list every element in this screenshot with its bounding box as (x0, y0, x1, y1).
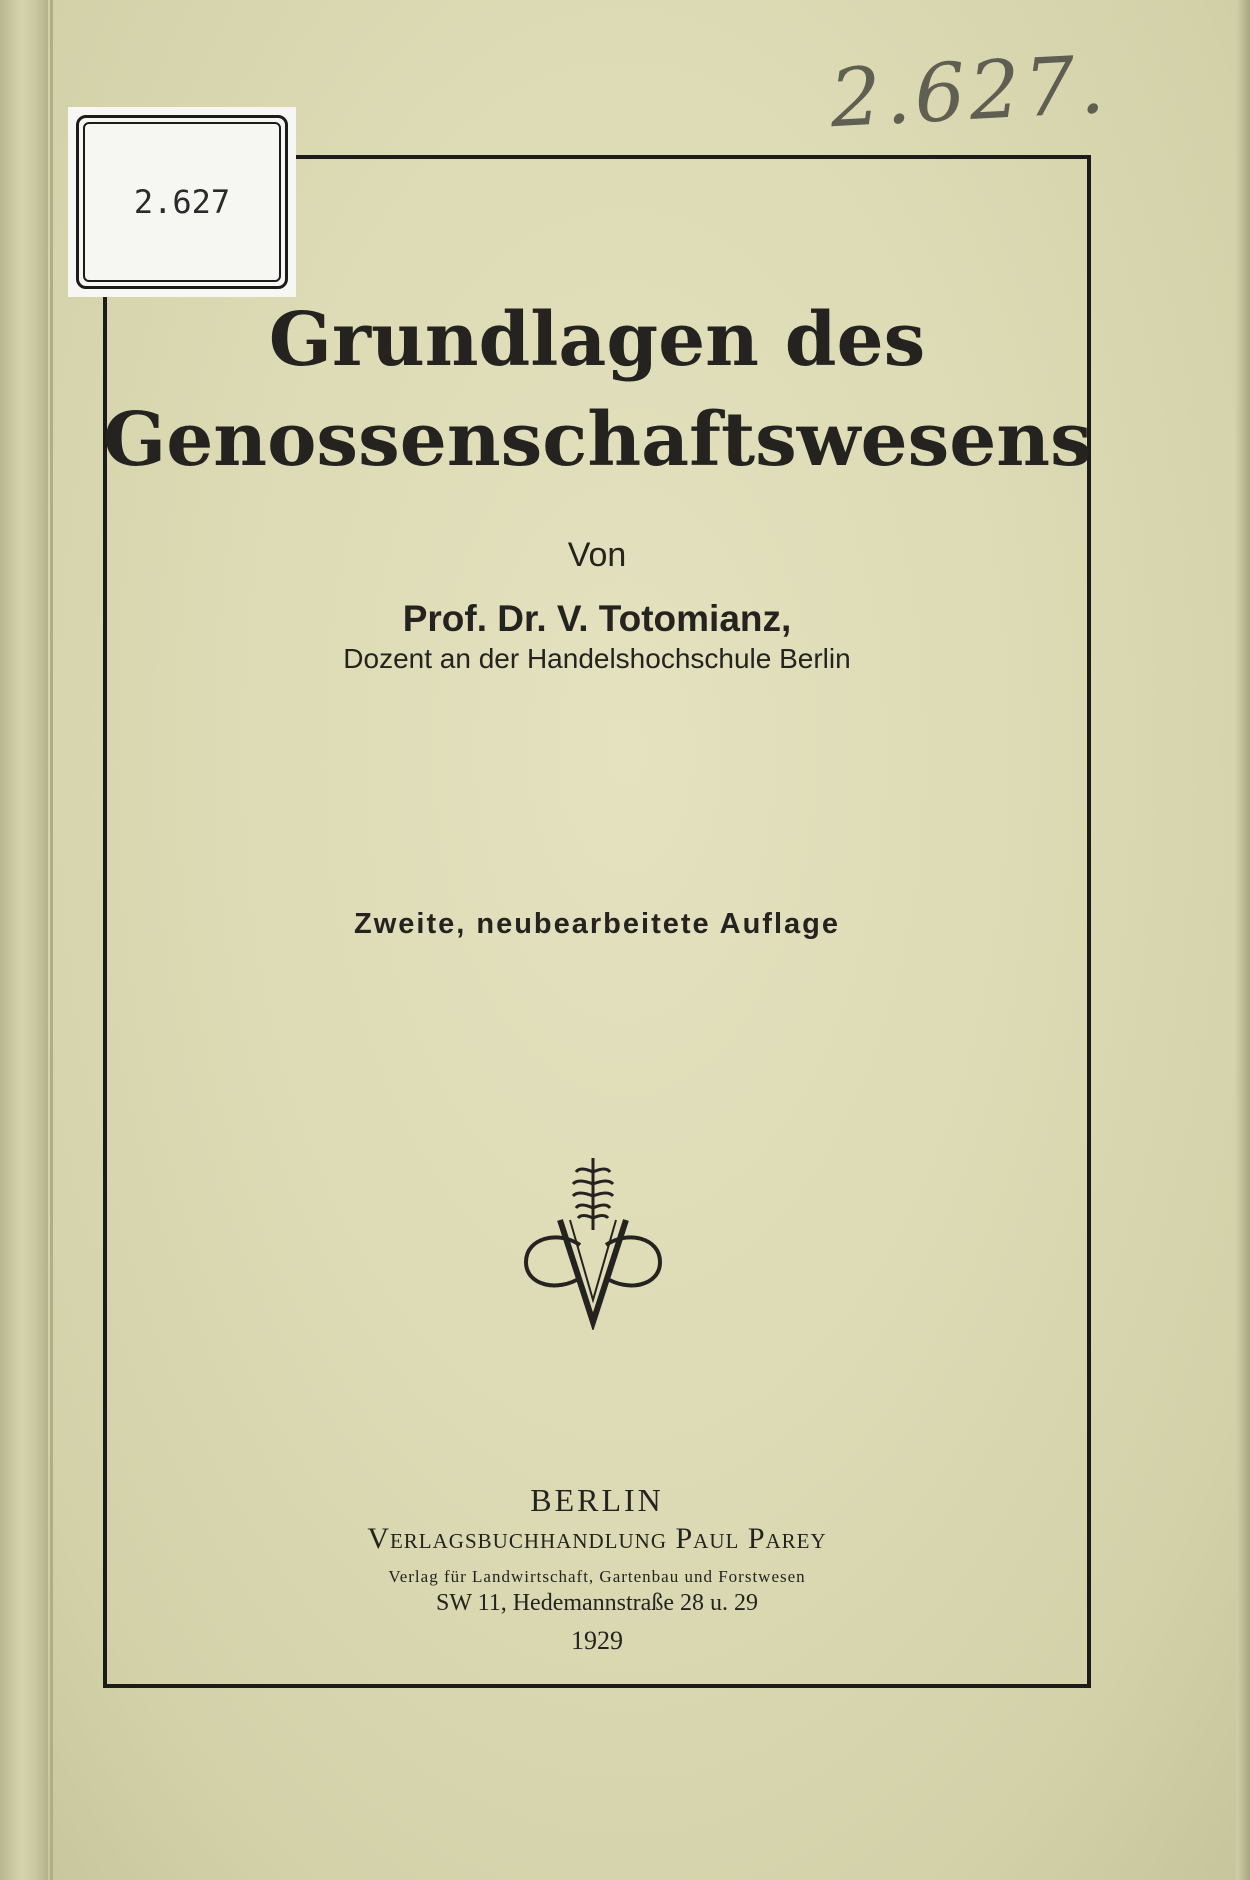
author-position: Dozent an der Handelshochschule Berlin (343, 643, 851, 674)
edition-statement: Zweite, neubearbeitete Auflage (354, 908, 840, 940)
imprint-city: BERLIN (530, 1482, 664, 1518)
wheat-vp-monogram-icon (518, 1150, 668, 1330)
cover-edge (1236, 0, 1250, 1880)
imprint-year: 1929 (571, 1626, 623, 1655)
imprint-publisher: Verlagsbuchhandlung Paul Parey (367, 1522, 827, 1555)
von-label: Von (567, 536, 627, 574)
spine-fold (50, 0, 53, 1880)
title-line-2: Genossenschaftswesens (103, 397, 1092, 483)
shelfmark-number: 2.627 (83, 122, 281, 282)
imprint-publisher-subtitle: Verlag für Landwirtschaft, Gartenbau und Forstwesen (388, 1567, 806, 1586)
author-name: Prof. Dr. V. Totomianz, (402, 598, 792, 639)
shelfmark-label (68, 107, 296, 297)
imprint-address: SW 11, Hedemannstraße 28 u. 29 (436, 1590, 758, 1616)
title-line-1: Grundlagen des (268, 297, 926, 383)
book-spine (0, 0, 48, 1880)
handwritten-number: 2.627. (827, 37, 1111, 146)
